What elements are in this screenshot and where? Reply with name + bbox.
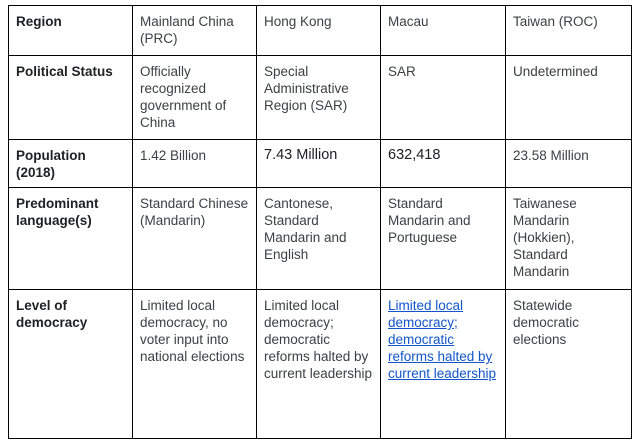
cell-language-mainland-china: Standard Chinese (Mandarin) — [133, 188, 257, 290]
table-row-region — [9, 6, 632, 56]
cell-language-hong-kong: Cantonese, Standard Mandarin and English — [257, 188, 381, 290]
cell-status-taiwan: Undetermined — [506, 56, 632, 140]
row-header-political-status: Political Status — [9, 56, 133, 140]
comparison-table — [8, 5, 632, 439]
row-header-democracy: Level of democracy — [9, 290, 133, 439]
row-header-population: Population (2018) — [9, 140, 133, 188]
cell-population-taiwan: 23.58 Million — [506, 140, 632, 188]
cell-population-mainland-china: 1.42 Billion — [133, 140, 257, 188]
cell-status-mainland-china: Officially recognized government of China — [133, 56, 257, 140]
cell-taiwan: Taiwan (ROC) — [506, 6, 632, 56]
cell-population-macau: 632,418 — [381, 140, 506, 188]
table-row-political-status — [9, 56, 632, 140]
cell-status-macau: SAR — [381, 56, 506, 140]
row-header-language: Predominant language(s) — [9, 188, 133, 290]
table-row-language — [9, 188, 632, 290]
cell-mainland-china: Mainland China (PRC) — [133, 6, 257, 56]
cell-democracy-hong-kong: Limited local democracy; democratic reforms halted by current leadership — [257, 290, 381, 439]
row-header-region: Region — [9, 6, 133, 56]
cell-democracy-mainland-china: Limited local democracy, no voter input into national elections — [133, 290, 257, 439]
table-row-democracy — [9, 290, 632, 439]
cell-language-taiwan: Taiwanese Mandarin (Hokkien), Standard Mandarin — [506, 188, 632, 290]
cell-language-macau: Standard Mandarin and Portuguese — [381, 188, 506, 290]
table-row-population — [9, 140, 632, 188]
democracy-macau-link[interactable]: Limited local democracy; democratic reforms halted by current leadership — [388, 298, 497, 381]
cell-population-hong-kong: 7.43 Million — [257, 140, 381, 188]
cell-macau: Macau — [381, 6, 506, 56]
cell-status-hong-kong: Special Administrative Region (SAR) — [257, 56, 381, 140]
cell-democracy-macau — [381, 290, 506, 439]
cell-democracy-taiwan: Statewide democratic elections — [506, 290, 632, 439]
cell-hong-kong: Hong Kong — [257, 6, 381, 56]
